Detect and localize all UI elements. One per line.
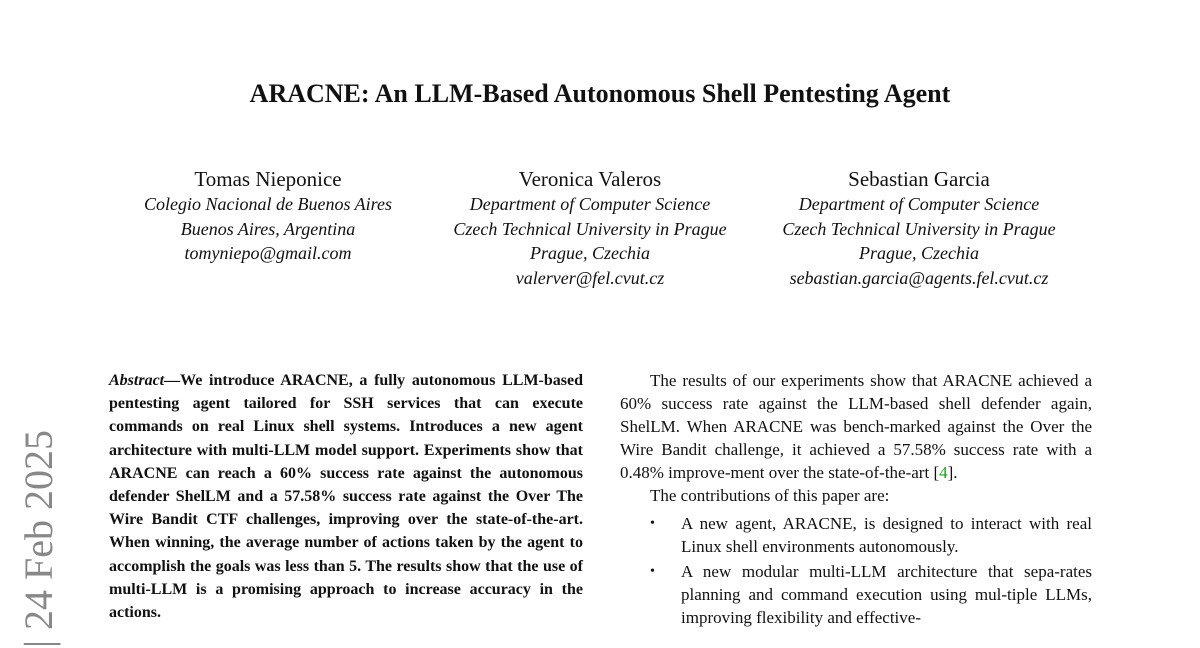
abstract-label: Abstract xyxy=(109,372,165,389)
author-block-3 xyxy=(758,166,1080,290)
author-block-1 xyxy=(118,166,418,266)
paper-title: ARACNE: An LLM-Based Autonomous Shell Pentesting Agent xyxy=(249,79,951,108)
author-location: Prague, Czechia xyxy=(530,243,650,263)
contribution-text: A new modular multi-LLM architecture that sepa-rates planning and command execution using mul-tiple LLMs, improving flexibility and effective- xyxy=(681,562,1092,627)
arxiv-date-stamp: | 24 Feb 2025 xyxy=(16,429,61,648)
list-item xyxy=(620,560,1092,629)
citation-link[interactable]: 4 xyxy=(939,463,948,482)
right-column xyxy=(620,369,1092,631)
author-department: Department of Computer Science xyxy=(798,194,1040,214)
author-department: Department of Computer Science xyxy=(469,194,711,214)
bullet-icon: • xyxy=(650,564,655,579)
contribution-text: A new agent, ARACNE, is designed to interact with real Linux shell environments autonomously. xyxy=(681,514,1092,556)
author-email: valerver@fel.cvut.cz xyxy=(515,267,665,288)
author-email: sebastian.garcia@agents.fel.cvut.cz xyxy=(789,267,1049,288)
author-name: Tomas Nieponice xyxy=(194,167,342,191)
bullet-icon: • xyxy=(650,516,655,531)
contributions-list xyxy=(620,512,1092,629)
results-paragraph xyxy=(620,369,1092,484)
author-email: tomyniepo@gmail.com xyxy=(184,243,352,263)
author-name: Sebastian Garcia xyxy=(848,167,990,191)
author-block-2 xyxy=(430,166,750,290)
results-text: The results of our experiments show that ARACNE achieved a 60% success rate against the LLM-based shell defender again, ShelLM. When ARACNE was bench-marked against the Over the Wire Bandit challenge, it achieved a 57.58% success rate with a 0.48% improve-ment over the state-of-the-art [ xyxy=(620,371,1092,482)
author-name: Veronica Valeros xyxy=(518,167,662,191)
abstract-text: —We introduce ARACNE, a fully autonomous LLM-based pentesting agent tailored for SSH services that can execute commands on real Linux shell systems. Introduces a new agent architecture with multi-LLM model support. Experiments show that ARACNE can reach a 60% success rate against the autonomous defender ShelLM and a 57.58% success rate against the Over The Wire Bandit CTF challenges, improving over the state-of-the-art. When winning, the average number of actions taken by the agent to accomplish the goals was less than 5. The results show that the use of multi-LLM is a promising approach to increase accuracy in the actions. xyxy=(109,372,583,622)
author-location: Prague, Czechia xyxy=(859,243,979,263)
list-item xyxy=(620,512,1092,558)
author-affiliation: Czech Technical University in Prague xyxy=(782,218,1056,239)
author-location: Buenos Aires, Argentina xyxy=(180,218,356,239)
results-text-end: ]. xyxy=(947,463,958,482)
author-affiliation: Colegio Nacional de Buenos Aires xyxy=(144,194,392,214)
contributions-intro: The contributions of this paper are: xyxy=(650,486,890,505)
abstract xyxy=(109,369,583,624)
author-affiliation: Czech Technical University in Prague xyxy=(453,218,727,239)
